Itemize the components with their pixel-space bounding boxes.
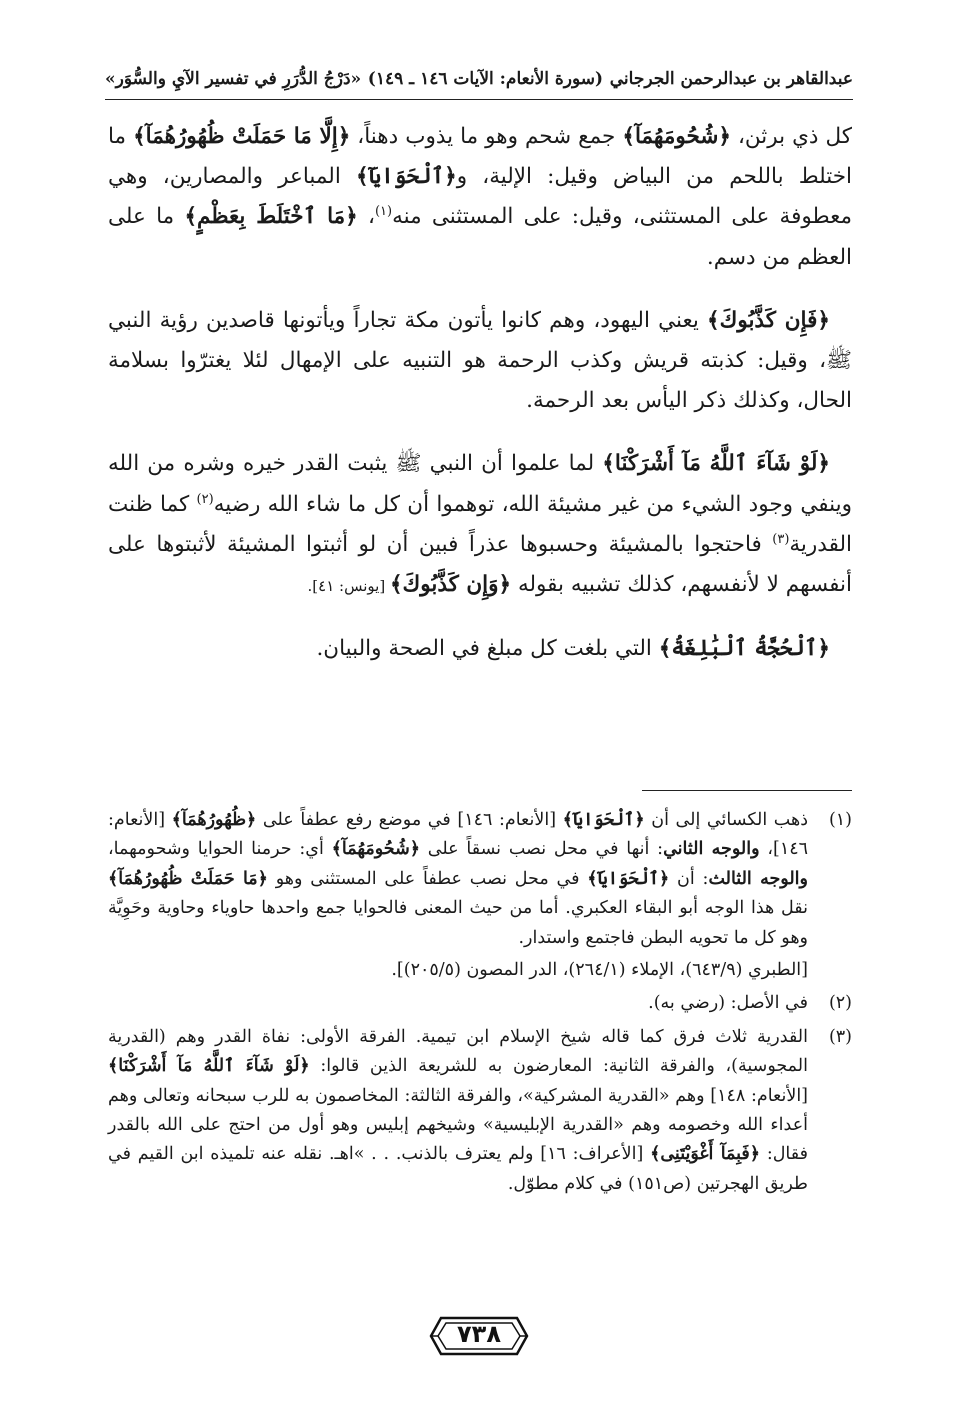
text-run: التي بلغت كل مبلغ في الصحة والبيان. <box>316 636 659 662</box>
text-run: فاحتجوا بالمشيئة وحسبوها عذراً فبين أن لو أثبتوا المشيئة لأثبتوها على أنفسهم لا لأنفسهم، كذلك تشبيه بقوله <box>108 531 852 598</box>
text-run: في محل نصب عطفاً على المستثنى وهو <box>267 868 588 889</box>
quran-quote: ﴿شُحُومَهُمَآ﴾ <box>331 839 421 860</box>
main-text <box>108 117 852 692</box>
paragraph-4 <box>108 629 852 669</box>
footnote-number: (٢) <box>828 993 852 1014</box>
header-author: عبدالقاهر بن عبدالرحمن الجرجاني <box>609 69 853 89</box>
page-number: ٧٣٨ <box>457 1320 501 1348</box>
footnote-2 <box>108 989 852 1018</box>
text-run: لما علموا أن النبي ﷺ يثبت القدر خيره وشره من الله وينفي وجود الشيء من غير مشيئة الله، توهموا أن كل ما شاء الله رضيه <box>108 451 852 517</box>
quran-quote: ﴿وَإِن كَذَّبُوكَ﴾ <box>389 572 512 598</box>
footnote-text <box>108 806 808 985</box>
text-run: كل ذي برثن، <box>730 124 853 149</box>
footnote-number: (٣) <box>828 1026 852 1047</box>
quran-quote: ﴿ٱلْحَوَايَآ﴾ <box>587 868 670 889</box>
quran-quote: ﴿فَإِن كَذَّبُوكَ﴾ <box>707 307 830 333</box>
text-run: [الأنعام: ١٤٦]، <box>108 810 809 860</box>
quran-quote: ﴿إِلَّا مَا حَمَلَتْ ظُهُورُهُمَآ﴾ <box>133 124 351 149</box>
text-run: [الأعراف: ١٦] ولم يعترف بالذنب. . . »اهـ. نقله عنه تلميذه ابن القيم في طريق الهجرتين (ص١٥١) في كلام مطوّل. <box>108 1144 808 1194</box>
footnote-text <box>108 1023 808 1199</box>
text-run: ما على العظم من دسم. <box>108 204 852 270</box>
text-run: ذهب الكسائي إلى أن <box>644 810 808 830</box>
quran-quote: ﴿مَا حَمَلَتْ ظُهُورُهُمَآ﴾ <box>108 868 268 889</box>
text-run: ما اختلط باللحم من البياض وقيل: الإلية، و <box>108 124 853 190</box>
footnote-text: في الأصل: (رضي به). <box>648 993 808 1014</box>
quran-quote: ﴿مَا ٱخْتَلَطَ بِعَظْمٍ﴾ <box>184 204 358 230</box>
quran-quote: ﴿شُحُومَهُمَآ﴾ <box>622 124 731 149</box>
text-run: : أنها في محل نصب نسقاً على <box>420 839 664 860</box>
quran-quote: ﴿ٱلْحُجَّةُ ٱلْبَٰلِغَةُ﴾ <box>658 636 830 662</box>
text-run: [الأنعام: ١٤٦] في موضع رفع عطفاً على <box>256 810 563 830</box>
footnote-divider <box>642 790 852 791</box>
bold-term: والوجه الثالث <box>708 868 808 889</box>
running-header <box>105 62 853 96</box>
verse-reference: [يونس: ٤١]. <box>307 577 390 596</box>
text-run: المباعر والمصارين، وهي معطوفة على المستثنى، وقيل: على المستثنى منه <box>108 164 852 230</box>
page-number-ornament <box>429 1314 529 1358</box>
header-book-title: «دَرْجُ الدُّرَرِ في تفسير الآيِ والسُّوَر» <box>105 69 362 89</box>
bold-term: والوجه الثاني <box>663 839 760 860</box>
footnote-1 <box>108 806 852 985</box>
text-run: : أن <box>669 868 709 889</box>
text-run: القدرية ثلاث فرق كما قاله شيخ الإسلام ابن تيمية. الفرقة الأولى: نفاة القدر وهم (القدرية المجوسية)، والفرقة الثانية: المعارضون به للشريعة الذين قالوا: <box>108 1026 808 1077</box>
paragraph-2 <box>108 301 852 422</box>
footnote-sources: [الطبري (٦٤٣/٩)، الإملاء (٢٦٤/١)، الدر المصون (٢٠٥/٥)]. <box>391 960 808 981</box>
paragraph-3 <box>108 444 852 606</box>
quran-quote: ﴿لَوْ شَآءَ ٱللَّهُ مَآ أَشْرَكْنَا﴾ <box>108 1056 310 1077</box>
footnote-marker[interactable]: (٣) <box>772 531 790 547</box>
quran-quote: ﴿ٱلْحَوَايَآ﴾ <box>562 810 645 830</box>
text-run: ، <box>357 204 375 230</box>
footnote-number: (١) <box>828 810 852 830</box>
text-run: نقل هذا الوجه أبو البقاء العكبري. أما من حيث المعنى فالحوايا جمع واحدها حاوياء وحاوية وحَوِيَّة وهو كل ما تحويه البطن فاجتمع واستدار. <box>108 898 808 948</box>
quran-quote: ﴿لَوْ شَآءَ ٱللَّهُ مَآ أَشْرَكْنَا﴾ <box>602 451 830 477</box>
text-run: أي: حرمنا الحوايا وشحومهما، <box>108 839 332 860</box>
text-run: يعني اليهود، وهم كانوا يأتون مكة تجاراً ويأتونها قاصدين رؤية النبي ﷺ، وقيل: كذبته قريش وكذب الرحمة هو التنبيه على الإمهال لئلا يغترّوا بسلامة الحال، وكذلك ذكر اليأس بعد الرحمة. <box>108 307 852 414</box>
header-divider <box>105 99 853 100</box>
text-run: جمع شحم وهو ما يذوب دهناً، <box>350 124 623 149</box>
footnote-marker[interactable]: (١) <box>374 204 393 220</box>
quran-quote: ﴿ظُهُورُهُمَآ﴾ <box>171 810 257 830</box>
quran-quote: ﴿ٱلْحَوَايَآ﴾ <box>355 164 457 190</box>
footnote-paragraph <box>108 806 808 953</box>
text-run: كما ظنت القدرية <box>108 491 852 557</box>
header-section: (سورة الأنعام: الآيات ١٤٦ ـ ١٤٩) <box>367 69 604 89</box>
footnotes <box>108 806 852 1203</box>
text-run: [الأنعام: ١٤٨] وهم «القدرية المشركية»، والفرقة الثالثة: المخاصمون به للرب سبحانه وتعالى وهم أعداء الله وخصومه وهم «القدرية الإبليسية» وشيخهم إبليس وهو أول من احتج على الله بالقدر فقال: <box>108 1085 809 1165</box>
quran-quote: ﴿فَبِمَآ أَغْوَيْتَنِى﴾ <box>650 1144 761 1165</box>
footnote-3 <box>108 1023 852 1199</box>
footnote-marker[interactable]: (٢) <box>196 491 214 507</box>
footnote-paragraph <box>108 1023 808 1199</box>
paragraph-1 <box>108 117 852 278</box>
